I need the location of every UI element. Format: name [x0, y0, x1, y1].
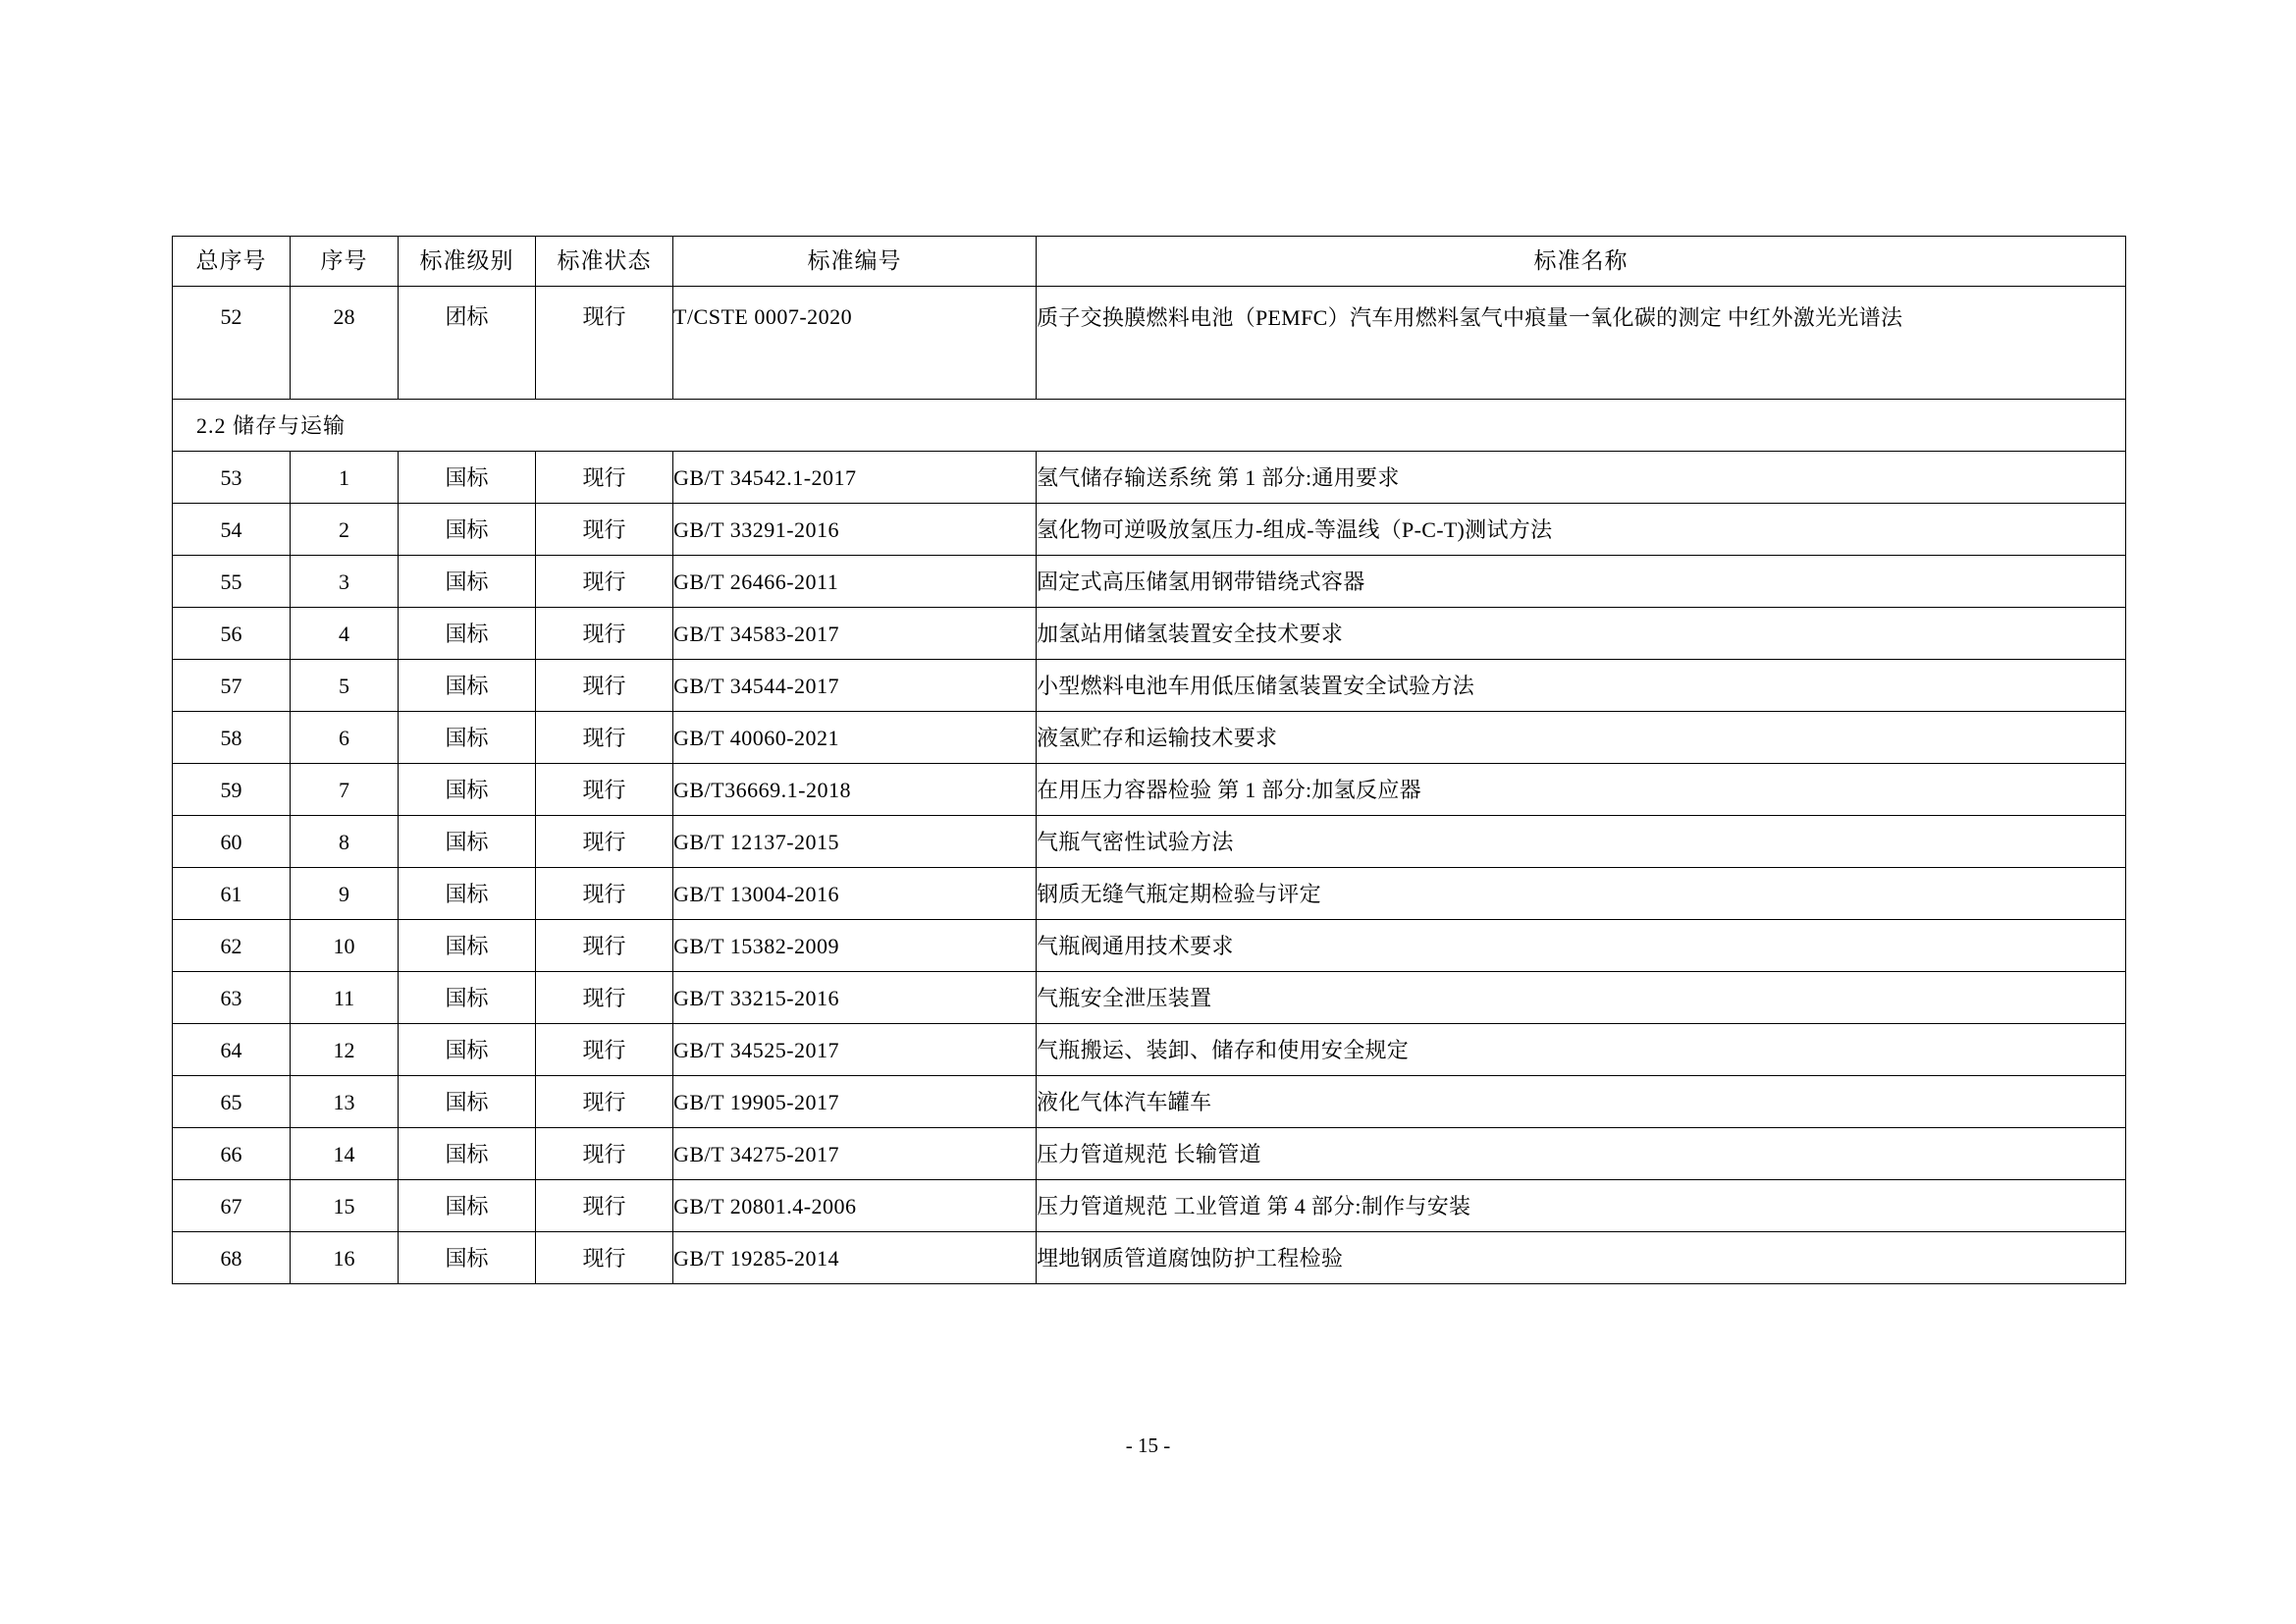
table-row [173, 452, 2126, 504]
cell-standard-name: 埋地钢质管道腐蚀防护工程检验 [1037, 1232, 2126, 1284]
table-row [173, 1180, 2126, 1232]
cell-standard-code: GB/T36669.1-2018 [673, 764, 1037, 816]
page-number: - 15 - [1125, 1434, 1171, 1457]
cell-total-index: 63 [173, 972, 291, 1024]
cell-total-index: 54 [173, 504, 291, 556]
cell-standard-status: 现行 [536, 764, 673, 816]
table-row [173, 287, 2126, 400]
cell-index: 6 [291, 712, 399, 764]
cell-total-index: 56 [173, 608, 291, 660]
column-header-standard-status: 标准状态 [536, 237, 673, 287]
cell-standard-level: 国标 [399, 764, 536, 816]
cell-standard-code: GB/T 19285-2014 [673, 1232, 1037, 1284]
cell-standard-code: GB/T 34583-2017 [673, 608, 1037, 660]
cell-standard-code: GB/T 34275-2017 [673, 1128, 1037, 1180]
table-row [173, 608, 2126, 660]
cell-standard-name: 压力管道规范 工业管道 第 4 部分:制作与安装 [1037, 1180, 2126, 1232]
cell-standard-name: 钢质无缝气瓶定期检验与评定 [1037, 868, 2126, 920]
cell-index: 1 [291, 452, 399, 504]
table-section-row [173, 400, 2126, 452]
cell-index: 7 [291, 764, 399, 816]
cell-index: 9 [291, 868, 399, 920]
cell-standard-level: 团标 [399, 287, 536, 400]
cell-total-index: 57 [173, 660, 291, 712]
cell-standard-status: 现行 [536, 1024, 673, 1076]
cell-standard-level: 国标 [399, 1128, 536, 1180]
cell-standard-status: 现行 [536, 287, 673, 400]
table-row [173, 1128, 2126, 1180]
cell-index: 28 [291, 287, 399, 400]
table-row [173, 764, 2126, 816]
cell-standard-status: 现行 [536, 972, 673, 1024]
cell-standard-status: 现行 [536, 452, 673, 504]
cell-standard-name: 气瓶阀通用技术要求 [1037, 920, 2126, 972]
column-header-standard-name: 标准名称 [1037, 237, 2126, 287]
cell-total-index: 60 [173, 816, 291, 868]
cell-standard-code: T/CSTE 0007-2020 [673, 287, 1037, 400]
table-row [173, 660, 2126, 712]
cell-standard-level: 国标 [399, 920, 536, 972]
cell-total-index: 52 [173, 287, 291, 400]
cell-standard-level: 国标 [399, 868, 536, 920]
cell-total-index: 66 [173, 1128, 291, 1180]
cell-index: 10 [291, 920, 399, 972]
cell-standard-level: 国标 [399, 1232, 536, 1284]
cell-standard-name: 液化气体汽车罐车 [1037, 1076, 2126, 1128]
cell-standard-status: 现行 [536, 868, 673, 920]
cell-index: 8 [291, 816, 399, 868]
cell-standard-level: 国标 [399, 452, 536, 504]
cell-standard-status: 现行 [536, 556, 673, 608]
table-body [173, 287, 2126, 1284]
cell-standard-name: 氢气储存输送系统 第 1 部分:通用要求 [1037, 452, 2126, 504]
cell-total-index: 53 [173, 452, 291, 504]
cell-standard-level: 国标 [399, 660, 536, 712]
cell-standard-code: GB/T 34544-2017 [673, 660, 1037, 712]
table-header [173, 237, 2126, 287]
cell-index: 12 [291, 1024, 399, 1076]
section-title: 2.2 储存与运输 [173, 400, 2126, 452]
cell-standard-name: 加氢站用储氢装置安全技术要求 [1037, 608, 2126, 660]
cell-standard-code: GB/T 34525-2017 [673, 1024, 1037, 1076]
cell-standard-level: 国标 [399, 1180, 536, 1232]
cell-total-index: 58 [173, 712, 291, 764]
table-row [173, 868, 2126, 920]
table-row [173, 920, 2126, 972]
cell-standard-code: GB/T 15382-2009 [673, 920, 1037, 972]
cell-total-index: 64 [173, 1024, 291, 1076]
table-row [173, 972, 2126, 1024]
cell-standard-level: 国标 [399, 712, 536, 764]
table-row [173, 1076, 2126, 1128]
cell-total-index: 62 [173, 920, 291, 972]
cell-index: 4 [291, 608, 399, 660]
cell-standard-code: GB/T 12137-2015 [673, 816, 1037, 868]
cell-index: 3 [291, 556, 399, 608]
table-header-row [173, 237, 2126, 287]
cell-standard-name: 气瓶搬运、装卸、储存和使用安全规定 [1037, 1024, 2126, 1076]
standards-table [172, 236, 2126, 1284]
cell-standard-status: 现行 [536, 1076, 673, 1128]
cell-total-index: 68 [173, 1232, 291, 1284]
cell-index: 16 [291, 1232, 399, 1284]
cell-standard-status: 现行 [536, 1128, 673, 1180]
cell-standard-level: 国标 [399, 816, 536, 868]
cell-index: 13 [291, 1076, 399, 1128]
cell-standard-level: 国标 [399, 1076, 536, 1128]
cell-standard-status: 现行 [536, 1232, 673, 1284]
cell-standard-code: GB/T 20801.4-2006 [673, 1180, 1037, 1232]
table-row [173, 712, 2126, 764]
column-header-standard-level: 标准级别 [399, 237, 536, 287]
cell-standard-status: 现行 [536, 608, 673, 660]
table-row [173, 504, 2126, 556]
cell-standard-code: GB/T 19905-2017 [673, 1076, 1037, 1128]
cell-standard-name: 气瓶气密性试验方法 [1037, 816, 2126, 868]
column-header-index: 序号 [291, 237, 399, 287]
cell-standard-name: 质子交换膜燃料电池（PEMFC）汽车用燃料氢气中痕量一氧化碳的测定 中红外激光光谱法 [1037, 287, 2126, 400]
table-row [173, 816, 2126, 868]
cell-standard-name: 压力管道规范 长输管道 [1037, 1128, 2126, 1180]
table-row [173, 1024, 2126, 1076]
cell-standard-code: GB/T 26466-2011 [673, 556, 1037, 608]
cell-standard-name: 氢化物可逆吸放氢压力-组成-等温线（P-C-T)测试方法 [1037, 504, 2126, 556]
table-row [173, 1232, 2126, 1284]
cell-standard-status: 现行 [536, 504, 673, 556]
cell-standard-level: 国标 [399, 608, 536, 660]
cell-standard-level: 国标 [399, 972, 536, 1024]
cell-index: 5 [291, 660, 399, 712]
cell-standard-name: 液氢贮存和运输技术要求 [1037, 712, 2126, 764]
cell-index: 14 [291, 1128, 399, 1180]
cell-standard-name: 小型燃料电池车用低压储氢装置安全试验方法 [1037, 660, 2126, 712]
cell-index: 15 [291, 1180, 399, 1232]
cell-total-index: 59 [173, 764, 291, 816]
cell-standard-code: GB/T 33215-2016 [673, 972, 1037, 1024]
cell-standard-code: GB/T 34542.1-2017 [673, 452, 1037, 504]
cell-total-index: 61 [173, 868, 291, 920]
cell-standard-code: GB/T 13004-2016 [673, 868, 1037, 920]
cell-index: 2 [291, 504, 399, 556]
cell-standard-status: 现行 [536, 660, 673, 712]
cell-index: 11 [291, 972, 399, 1024]
cell-total-index: 67 [173, 1180, 291, 1232]
cell-standard-status: 现行 [536, 712, 673, 764]
cell-standard-level: 国标 [399, 504, 536, 556]
cell-standard-name: 固定式高压储氢用钢带错绕式容器 [1037, 556, 2126, 608]
cell-standard-level: 国标 [399, 1024, 536, 1076]
column-header-total-index: 总序号 [173, 237, 291, 287]
cell-total-index: 65 [173, 1076, 291, 1128]
cell-standard-level: 国标 [399, 556, 536, 608]
table-row [173, 556, 2126, 608]
cell-standard-code: GB/T 40060-2021 [673, 712, 1037, 764]
cell-standard-status: 现行 [536, 816, 673, 868]
cell-standard-name: 在用压力容器检验 第 1 部分:加氢反应器 [1037, 764, 2126, 816]
cell-standard-name: 气瓶安全泄压装置 [1037, 972, 2126, 1024]
column-header-standard-code: 标准编号 [673, 237, 1037, 287]
cell-standard-status: 现行 [536, 920, 673, 972]
cell-total-index: 55 [173, 556, 291, 608]
cell-standard-status: 现行 [536, 1180, 673, 1232]
cell-standard-code: GB/T 33291-2016 [673, 504, 1037, 556]
